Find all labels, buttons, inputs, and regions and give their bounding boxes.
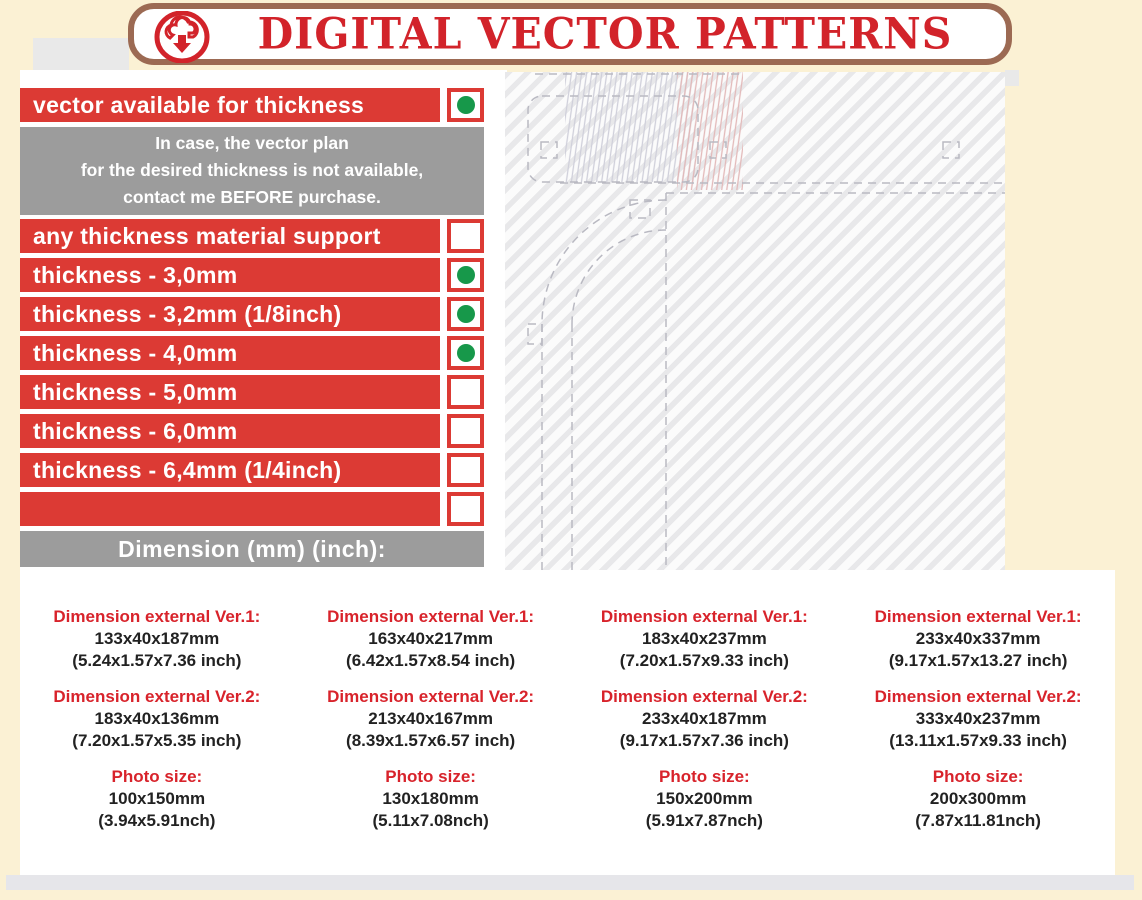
green-check-dot xyxy=(457,266,475,284)
ver1-label: Dimension external Ver.1: xyxy=(600,607,808,626)
note-line-3: contact me BEFORE purchase. xyxy=(123,187,381,207)
thickness-row xyxy=(20,375,484,409)
thickness-label: thickness - 4,0mm xyxy=(20,336,440,370)
note-line-2: for the desired thickness is not available, xyxy=(80,160,424,180)
green-check-dot xyxy=(457,96,475,114)
ver1-mm: 163x40x217mm xyxy=(368,629,494,648)
green-check-dot xyxy=(457,344,475,362)
page-title: DIGITAL VECTOR PATTERNS xyxy=(257,8,953,60)
ver1-group xyxy=(20,606,294,672)
ver1-mm: 233x40x337mm xyxy=(915,629,1041,648)
thickness-label: thickness - 5,0mm xyxy=(20,375,440,409)
photo-mm: 200x300mm xyxy=(929,789,1027,808)
thickness-row xyxy=(20,219,484,253)
thickness-label: thickness - 3,0mm xyxy=(20,258,440,292)
ver2-inch: (13.11x1.57x9.33 inch) xyxy=(889,731,1067,750)
ver1-inch: (6.42x1.57x8.54 inch) xyxy=(346,651,516,670)
photo-group xyxy=(568,766,842,832)
backdrop-panel-topright xyxy=(1005,70,1019,86)
availability-checkbox[interactable] xyxy=(447,88,484,122)
ver2-mm: 233x40x187mm xyxy=(641,709,767,728)
thickness-checkbox[interactable] xyxy=(447,492,484,526)
dimension-column-2 xyxy=(294,606,568,846)
ver1-group xyxy=(841,606,1115,672)
photo-label: Photo size: xyxy=(932,767,1024,786)
thickness-checkbox[interactable] xyxy=(447,297,484,331)
note-line-1: In case, the vector plan xyxy=(155,133,349,153)
pattern-preview-drawing xyxy=(505,72,1005,570)
dimension-column-3 xyxy=(568,606,842,846)
photo-inch: (5.11x7.08nch) xyxy=(372,811,489,830)
backdrop-panel-topleft xyxy=(33,38,129,74)
ver2-group xyxy=(841,686,1115,752)
photo-label: Photo size: xyxy=(111,767,203,786)
ver1-inch: (9.17x1.57x13.27 inch) xyxy=(888,651,1068,670)
dimension-column-4 xyxy=(841,606,1115,846)
ver2-group xyxy=(294,686,568,752)
photo-label: Photo size: xyxy=(659,767,750,786)
thickness-options-panel xyxy=(20,88,484,567)
ver2-label: Dimension external Ver.2: xyxy=(600,687,808,706)
thickness-row xyxy=(20,336,484,370)
thickness-checkbox[interactable] xyxy=(447,336,484,370)
photo-mm: 150x200mm xyxy=(656,789,753,808)
photo-group xyxy=(20,766,294,832)
ver1-mm: 183x40x237mm xyxy=(641,629,767,648)
photo-inch: (7.87x11.81nch) xyxy=(915,811,1041,830)
ver2-group xyxy=(20,686,294,752)
dimension-section-header: Dimension (mm) (inch): xyxy=(20,531,484,567)
thickness-label: any thickness material support xyxy=(20,219,440,253)
photo-mm: 130x180mm xyxy=(382,789,479,808)
ver1-label: Dimension external Ver.1: xyxy=(53,607,261,626)
photo-group xyxy=(841,766,1115,832)
thickness-row xyxy=(20,414,484,448)
fine-hatch-gray xyxy=(565,72,695,182)
ver2-inch: (9.17x1.57x7.36 inch) xyxy=(619,731,789,750)
ver2-label: Dimension external Ver.2: xyxy=(874,687,1082,706)
availability-label: vector available for thickness xyxy=(20,88,440,122)
ver1-label: Dimension external Ver.1: xyxy=(327,607,535,626)
thickness-row xyxy=(20,453,484,487)
thickness-row-empty xyxy=(20,492,484,526)
ver2-inch: (7.20x1.57x5.35 inch) xyxy=(72,731,242,750)
ver1-group xyxy=(568,606,842,672)
photo-inch: (3.94x5.91nch) xyxy=(98,811,216,830)
thickness-checkbox[interactable] xyxy=(447,258,484,292)
ver2-inch: (8.39x1.57x6.57 inch) xyxy=(346,731,516,750)
thickness-label: thickness - 3,2mm (1/8inch) xyxy=(20,297,440,331)
thickness-checkbox[interactable] xyxy=(447,414,484,448)
dimension-column-1 xyxy=(20,606,294,846)
green-check-dot xyxy=(457,305,475,323)
thickness-label: thickness - 6,4mm (1/4inch) xyxy=(20,453,440,487)
thickness-checkbox[interactable] xyxy=(447,375,484,409)
thickness-checkbox[interactable] xyxy=(447,219,484,253)
photo-label: Photo size: xyxy=(385,767,476,786)
ver2-mm: 213x40x167mm xyxy=(368,709,494,728)
thickness-checkbox[interactable] xyxy=(447,453,484,487)
thickness-row xyxy=(20,258,484,292)
photo-group xyxy=(294,766,568,832)
thickness-label: thickness - 6,0mm xyxy=(20,414,440,448)
ver2-label: Dimension external Ver.2: xyxy=(327,687,535,706)
ver2-mm: 333x40x237mm xyxy=(915,709,1041,728)
dimension-grid xyxy=(20,606,1115,846)
fine-hatch-red xyxy=(677,72,743,190)
availability-row xyxy=(20,88,484,122)
ver2-group xyxy=(568,686,842,752)
thickness-label xyxy=(20,492,440,526)
thickness-row xyxy=(20,297,484,331)
ver1-inch: (5.24x1.57x7.36 inch) xyxy=(72,651,242,670)
header-banner xyxy=(128,3,1012,65)
ver1-inch: (7.20x1.57x9.33 inch) xyxy=(619,651,789,670)
backdrop-strip-bottom xyxy=(6,875,1134,890)
contact-note xyxy=(20,127,484,215)
ver1-label: Dimension external Ver.1: xyxy=(874,607,1082,626)
ver2-label: Dimension external Ver.2: xyxy=(53,687,261,706)
photo-inch: (5.91x7.87nch) xyxy=(645,811,763,830)
ver1-group xyxy=(294,606,568,672)
ver1-mm: 133x40x187mm xyxy=(94,629,220,648)
photo-mm: 100x150mm xyxy=(108,789,206,808)
ver2-mm: 183x40x136mm xyxy=(94,709,220,728)
vector-pattern-preview xyxy=(505,72,1005,570)
